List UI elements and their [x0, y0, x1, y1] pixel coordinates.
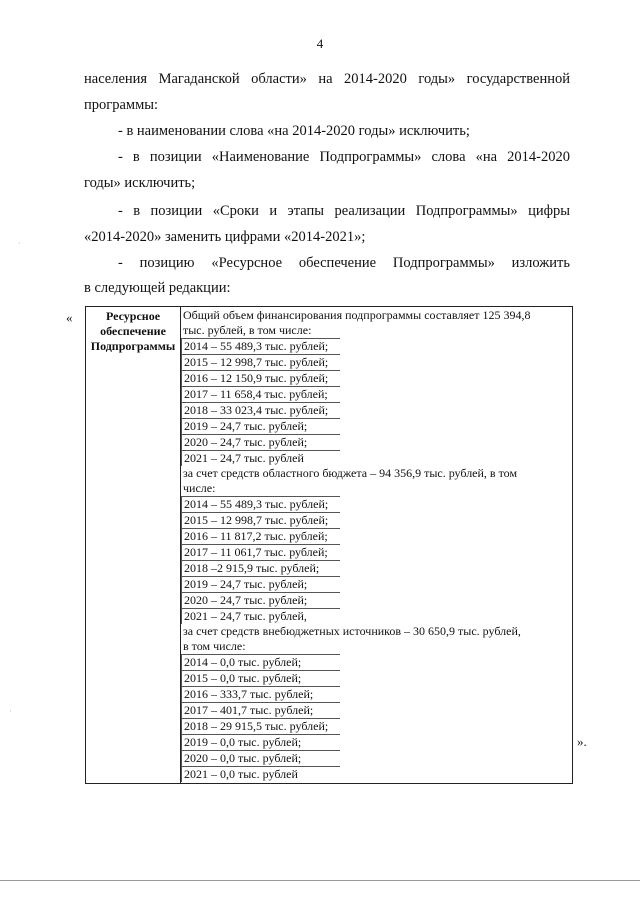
- value-line: 2015 – 12 998,7 тыс. рублей;: [181, 512, 340, 528]
- value-line: 2020 – 24,7 тыс. рублей;: [181, 592, 340, 608]
- value-line: 2016 – 12 150,9 тыс. рублей;: [181, 370, 340, 386]
- paragraph-line: - в позиции «Наименование Подпрограммы» слова «на 2014-2020: [118, 149, 570, 165]
- paragraph-line: - позицию «Ресурсное обеспечение Подпрограммы» изложить: [118, 255, 570, 271]
- paragraph-line: программы:: [84, 97, 159, 113]
- value-line: 2020 – 0,0 тыс. рублей;: [181, 750, 340, 766]
- page-bottom-rule: [0, 880, 640, 881]
- resource-value-cell: [181, 307, 573, 784]
- value-line: 2021 – 24,7 тыс. рублей: [181, 450, 340, 466]
- label-line: Подпрограммы: [90, 339, 176, 353]
- value-line: 2021 – 24,7 тыс. рублей,: [181, 608, 340, 624]
- paragraph-line: - в наименовании слова «на 2014-2020 годы» исключить;: [118, 123, 470, 139]
- value-line: 2015 – 12 998,7 тыс. рублей;: [181, 354, 340, 370]
- paragraph-line: «2014-2020» заменить цифрами «2014-2021»;: [84, 229, 366, 245]
- value-line: за счет средств областного бюджета – 94 356,9 тыс. рублей, в том: [183, 466, 518, 480]
- value-line: 2018 – 29 915,5 тыс. рублей;: [181, 718, 340, 734]
- value-line: 2014 – 55 489,3 тыс. рублей;: [181, 496, 340, 512]
- value-line: тыс. рублей, в том числе:: [183, 323, 312, 337]
- value-line: 2018 – 33 023,4 тыс. рублей;: [181, 402, 340, 418]
- value-line: за счет средств внебюджетных источников – 30 650,9 тыс. рублей,: [183, 624, 521, 638]
- paragraph-line: - в позиции «Сроки и этапы реализации Подпрограммы» цифры: [118, 203, 570, 219]
- paragraph-line: годы» исключить;: [84, 175, 196, 191]
- value-line: 2017 – 11 061,7 тыс. рублей;: [181, 544, 340, 560]
- value-line: 2018 –2 915,9 тыс. рублей;: [181, 560, 340, 576]
- resource-table: [85, 306, 573, 784]
- value-line: 2014 – 55 489,3 тыс. рублей;: [181, 338, 340, 354]
- value-line: 2017 – 401,7 тыс. рублей;: [181, 702, 340, 718]
- label-line: обеспечение: [100, 324, 166, 338]
- value-line: Общий объем финансирования подпрограммы составляет 125 394,8: [183, 308, 531, 322]
- value-line: 2019 – 24,7 тыс. рублей;: [181, 576, 340, 592]
- value-line: 2014 – 0,0 тыс. рублей;: [181, 654, 340, 670]
- closing-quote: ».: [577, 734, 587, 749]
- paragraph-line: в следующей редакции:: [84, 280, 231, 296]
- opening-quote: «: [66, 310, 73, 325]
- value-line: 2020 – 24,7 тыс. рублей;: [181, 434, 340, 450]
- value-line: 2019 – 0,0 тыс. рублей;: [181, 734, 340, 750]
- page-number: 4: [316, 36, 324, 51]
- value-line: 2016 – 11 817,2 тыс. рублей;: [181, 528, 340, 544]
- value-line: 2021 – 0,0 тыс. рублей: [181, 766, 340, 782]
- value-line: 2015 – 0,0 тыс. рублей;: [181, 670, 340, 686]
- scan-speck: ·: [18, 238, 21, 248]
- value-line: 2017 – 11 658,4 тыс. рублей;: [181, 386, 340, 402]
- value-line: 2016 – 333,7 тыс. рублей;: [181, 686, 340, 702]
- scan-speck: ·: [9, 706, 12, 716]
- label-line: Ресурсное: [105, 309, 161, 323]
- resource-label-cell: [86, 307, 181, 784]
- value-line: числе:: [183, 481, 216, 495]
- paragraph-line: населения Магаданской области» на 2014-2020 годы» государственной: [84, 71, 570, 87]
- value-line: 2019 – 24,7 тыс. рублей;: [181, 418, 340, 434]
- value-line: в том числе:: [183, 639, 246, 653]
